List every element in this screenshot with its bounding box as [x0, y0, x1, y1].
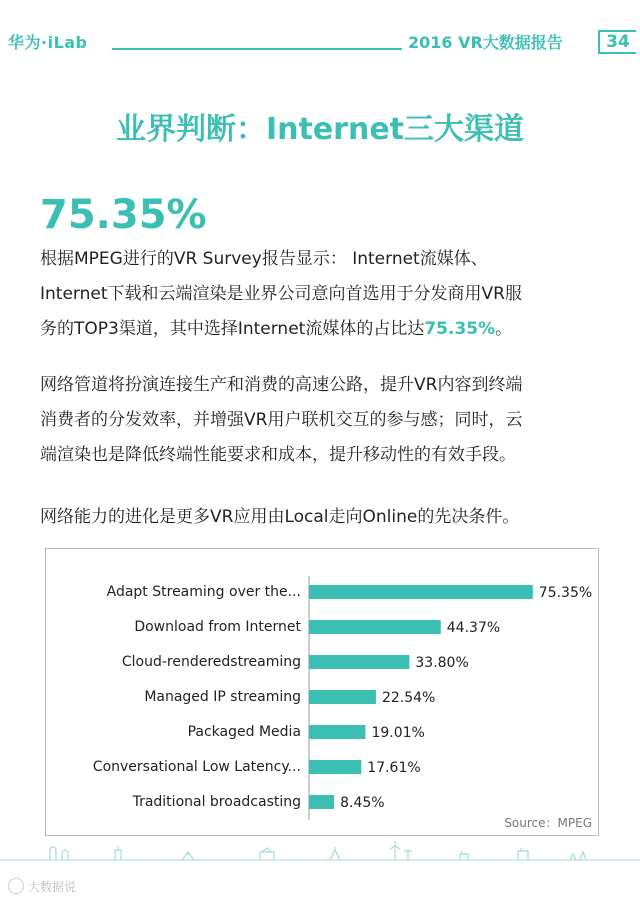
- value-label: 22.54%: [381, 690, 436, 706]
- report-title: 2016 VR大数据报告: [408, 33, 563, 52]
- bar: [309, 795, 334, 809]
- value-label: 44.37%: [446, 620, 501, 636]
- paragraph-1-line-1: 根据MPEG进行的VR Survey报告显示： Internet流媒体、: [40, 249, 488, 269]
- watermark-icon: [8, 878, 24, 894]
- paragraph-2: [40, 368, 600, 473]
- bar: [309, 690, 376, 704]
- big-statistic: 75.35%: [40, 192, 207, 238]
- category-label: Managed IP streaming: [144, 689, 301, 705]
- chart-svg: [46, 549, 598, 835]
- category-label: Traditional broadcasting: [132, 794, 301, 810]
- paragraph-1: [40, 242, 600, 347]
- chart-source: Source：MPEG: [504, 816, 592, 830]
- city-skyline-icon: [0, 840, 640, 870]
- paragraph-3: 网络能力的进化是更多VR应用由Local走向Online的先决条件。: [40, 507, 520, 527]
- category-label: Conversational Low Latency...: [92, 759, 301, 775]
- value-label: 75.35%: [538, 585, 593, 601]
- highlight-stat: 75.35%: [424, 319, 496, 339]
- bar: [309, 725, 365, 739]
- brand-logo: 华为·iLab: [8, 33, 88, 52]
- bar: [309, 620, 441, 634]
- bar: [309, 655, 409, 669]
- page-number: 34: [598, 30, 636, 54]
- paragraph-2-line-1: 网络管道将扮演连接生产和消费的高速公路，提升VR内容到终端: [40, 375, 523, 395]
- paragraph-1-line-3-suffix: 。: [495, 319, 513, 339]
- page-header: [0, 0, 640, 56]
- paragraph-1-line-2: Internet下载和云端渲染是业界公司意向首选用于分发商用VR服: [40, 284, 522, 304]
- page-title: 业界判断：Internet三大渠道: [115, 112, 525, 147]
- category-label: Packaged Media: [187, 724, 301, 740]
- category-label: Cloud-renderedstreaming: [121, 654, 301, 670]
- bar-chart: [45, 548, 599, 836]
- category-label: Adapt Streaming over the...: [106, 584, 301, 600]
- paragraph-2-line-2: 消费者的分发效率，并增强VR用户联机交互的参与感；同时，云: [40, 410, 523, 430]
- watermark-text: 大数据说: [28, 880, 77, 894]
- value-label: 33.80%: [415, 655, 469, 671]
- value-label: 8.45%: [340, 795, 385, 811]
- paragraph-1-line-3: [40, 312, 600, 347]
- value-label: 17.61%: [367, 760, 421, 776]
- paragraph-2-line-3: 端渲染也是降低终端性能要求和成本，提升移动性的有效手段。: [40, 445, 516, 465]
- header-rule-left: [112, 48, 402, 50]
- paragraph-1-line-3-prefix: 务的TOP3渠道，其中选择Internet流媒体的占比达: [40, 319, 425, 339]
- bar: [309, 585, 533, 599]
- footer-decoration: [0, 840, 640, 905]
- value-label: 19.01%: [371, 725, 425, 741]
- category-label: Download from Internet: [134, 619, 301, 635]
- bar: [309, 760, 361, 774]
